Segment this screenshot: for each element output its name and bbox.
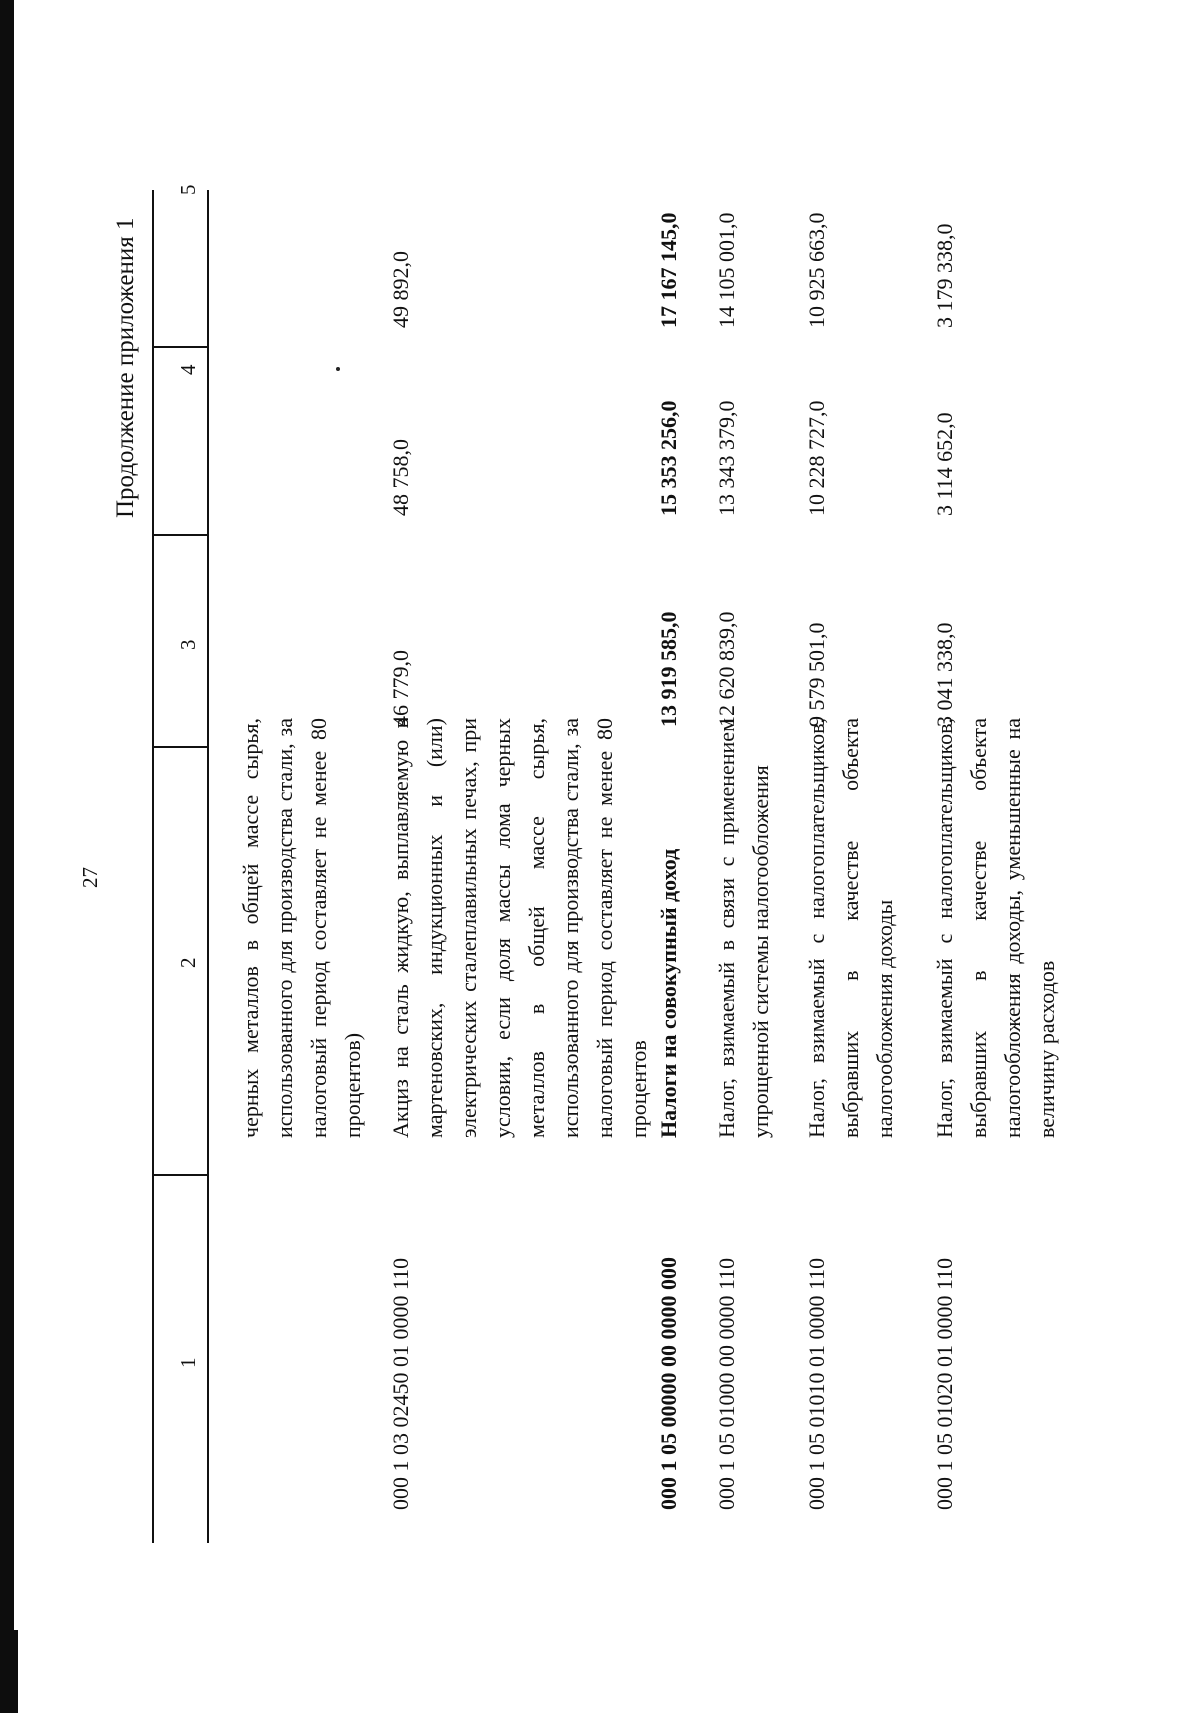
table-row-3-col3: 12 620 839,0 bbox=[714, 611, 739, 727]
table-row-2-code: 000 1 05 00000 00 0000 000 bbox=[656, 1257, 681, 1510]
table-row-1-col3: 46 779,0 bbox=[388, 650, 413, 727]
page-number: 27 bbox=[78, 867, 102, 888]
scan-speck bbox=[336, 367, 340, 371]
column-number-1: 1 bbox=[176, 1357, 200, 1368]
column-number-3: 3 bbox=[176, 639, 200, 650]
header-divider-3 bbox=[152, 534, 208, 536]
table-row-4-description: Налог, взимаемый с налогоплательщиков, выбравших в качестве объекта налогообложения доходы bbox=[804, 718, 897, 1138]
table-row-1-code: 000 1 03 02450 01 0000 110 bbox=[388, 1257, 413, 1510]
column-number-5: 5 bbox=[176, 184, 200, 195]
table-row-5-col4: 3 114 652,0 bbox=[932, 412, 957, 516]
header-bottom-border bbox=[207, 190, 209, 1543]
table-row-2-col5: 17 167 145,0 bbox=[656, 212, 681, 328]
table-row-4-col4: 10 228 727,0 bbox=[804, 400, 829, 516]
column-number-2: 2 bbox=[176, 957, 200, 968]
header-divider-1 bbox=[152, 1174, 208, 1176]
table-row-1-col4: 48 758,0 bbox=[388, 439, 413, 516]
header-divider-2 bbox=[152, 746, 208, 748]
table-row-0-description: черных металлов в общей массе сырья, использованного для производства стали, за налоговый период составляет не менее 80 процентов) bbox=[238, 718, 365, 1138]
table-row-2-col4: 15 353 256,0 bbox=[656, 400, 681, 516]
table-row-3-col5: 14 105 001,0 bbox=[714, 212, 739, 328]
header-top-border bbox=[152, 190, 154, 1543]
table-row-4-col3: 9 579 501,0 bbox=[804, 622, 829, 727]
table-row-1-col5: 49 892,0 bbox=[388, 251, 413, 328]
table-row-3-col4: 13 343 379,0 bbox=[714, 400, 739, 516]
table-row-2-description: Налоги на совокупный доход bbox=[656, 848, 681, 1138]
table-row-4-code: 000 1 05 01010 01 0000 110 bbox=[804, 1257, 829, 1510]
table-row-5-col5: 3 179 338,0 bbox=[932, 223, 957, 328]
table-row-1-description: Акциз на сталь жидкую, выплавляемую в мартеновских, индукционных и (или) электрических сталеплавильных печах, при условии, если доля массы лома черных металлов в общей массе сырья, использованного для производства стали, за налоговый период составляет не менее 80 процентов bbox=[388, 718, 651, 1138]
table-row-5-description: Налог, взимаемый с налогоплательщиков, выбравших в качестве объекта налогообложения доходы, уменьшенные на величину расходов bbox=[932, 718, 1059, 1138]
table-row-3-description: Налог, взимаемый в связи с применением упрощенной системы налогообложения bbox=[714, 718, 773, 1138]
table-row-2-col3: 13 919 585,0 bbox=[656, 611, 681, 727]
table-row-5-code: 000 1 05 01020 01 0000 110 bbox=[932, 1257, 957, 1510]
header-divider-4 bbox=[152, 346, 208, 348]
column-number-4: 4 bbox=[176, 364, 200, 375]
table-row-5-col3: 3 041 338,0 bbox=[932, 622, 957, 727]
table-row-4-col5: 10 925 663,0 bbox=[804, 212, 829, 328]
table-row-3-code: 000 1 05 01000 00 0000 110 bbox=[714, 1257, 739, 1510]
continuation-label: Продолжение приложения 1 bbox=[112, 217, 139, 518]
